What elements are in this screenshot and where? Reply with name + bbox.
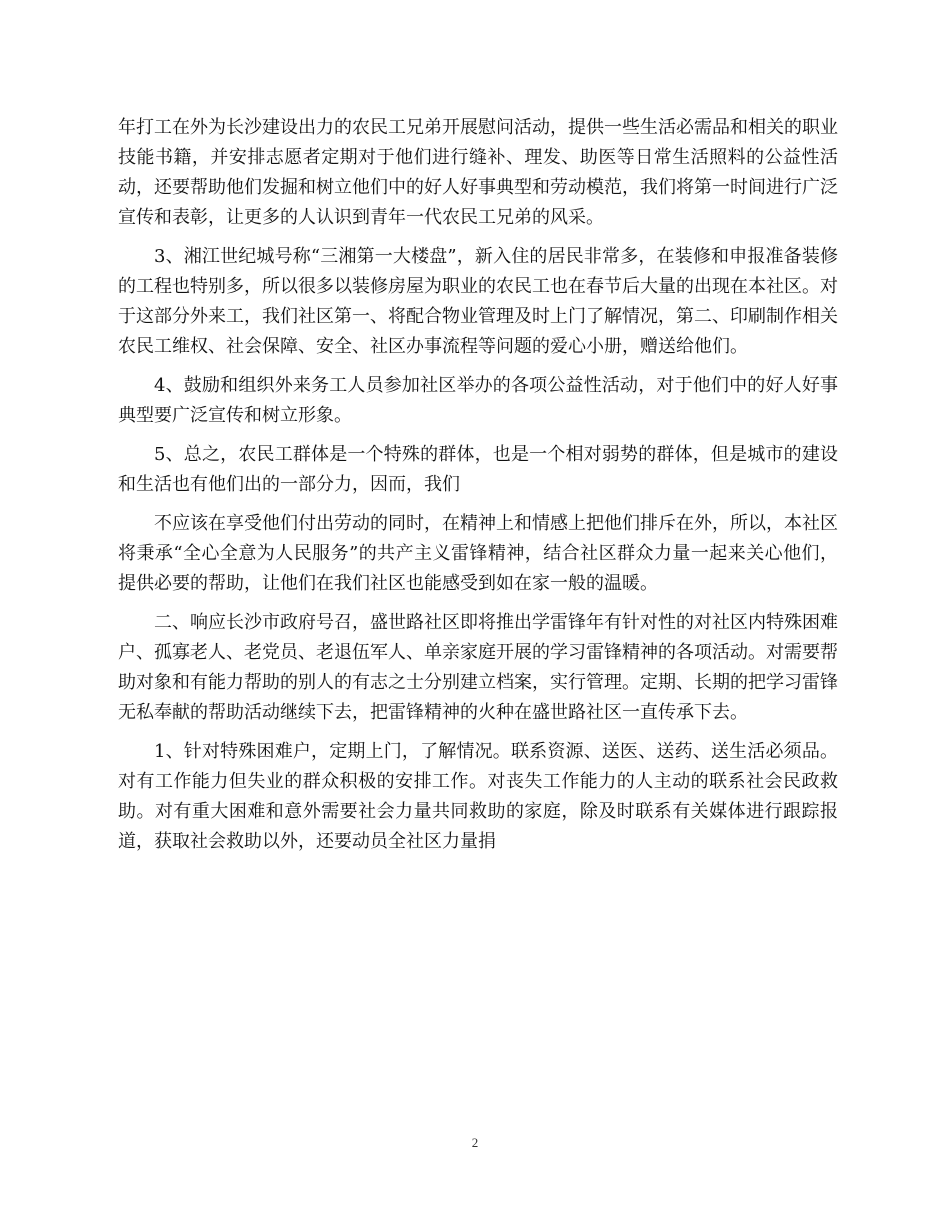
paragraph-2: 3、湘江世纪城号称“三湘第一大楼盘”，新入住的居民非常多，在装修和申报准备装修的工程也特别多，所以很多以装修房屋为职业的农民工也在春节后大量的出现在本社区。对于这部分外来工，我们社区第一、将配合物业管理及时上门了解情况，第二、印刷制作相关农民工维权、社会保障、安全、社区办事流程等问题的爱心小册，赠送给他们。 — [118, 246, 838, 357]
paragraph-6: 二、响应长沙市政府号召，盛世路社区即将推出学雷锋年有针对性的对社区内特殊困难户、孤寡老人、老党员、老退伍军人、单亲家庭开展的学习雷锋精神的各项活动。对需要帮助对象和有能力帮助的别人的有志之士分别建立档案，实行管理。定期、长期的把学习雷锋无私奉献的帮助活动继续下去，把雷锋精神的火种在盛世路社区一直传承下去。 — [118, 612, 838, 723]
paragraph-5: 不应该在享受他们付出劳动的同时，在精神上和情感上把他们排斥在外，所以，本社区将秉承“全心全意为人民服务”的共产主义雷锋精神，结合社区群众力量一起来关心他们，提供必要的帮助，让他们在我们社区也能感受到如在家一般的温暖。 — [118, 513, 838, 594]
page-number: 2 — [471, 1135, 479, 1150]
document-body — [118, 113, 838, 866]
paragraph-3: 4、鼓励和组织外来务工人员参加社区举办的各项公益性活动，对于他们中的好人好事典型要广泛宣传和树立形象。 — [118, 375, 838, 426]
paragraph-4: 5、总之，农民工群体是一个特殊的群体，也是一个相对弱势的群体，但是城市的建设和生活也有他们出的一部分力，因而，我们 — [118, 444, 838, 495]
paragraph-7: 1、针对特殊困难户，定期上门，了解情况。联系资源、送医、送药、送生活必须品。对有工作能力但失业的群众积极的安排工作。对丧失工作能力的人主动的联系社会民政救助。对有重大困难和意外需要社会力量共同救助的家庭，除及时联系有关媒体进行跟踪报道，获取社会救助以外，还要动员全社区力量捐 — [118, 741, 838, 852]
paragraph-1: 年打工在外为长沙建设出力的农民工兄弟开展慰问活动，提供一些生活必需品和相关的职业技能书籍，并安排志愿者定期对于他们进行缝补、理发、助医等日常生活照料的公益性活动，还要帮助他们发掘和树立他们中的好人好事典型和劳动模范，我们将第一时间进行广泛宣传和表彰，让更多的人认识到青年一代农民工兄弟的风采。 — [118, 117, 838, 228]
